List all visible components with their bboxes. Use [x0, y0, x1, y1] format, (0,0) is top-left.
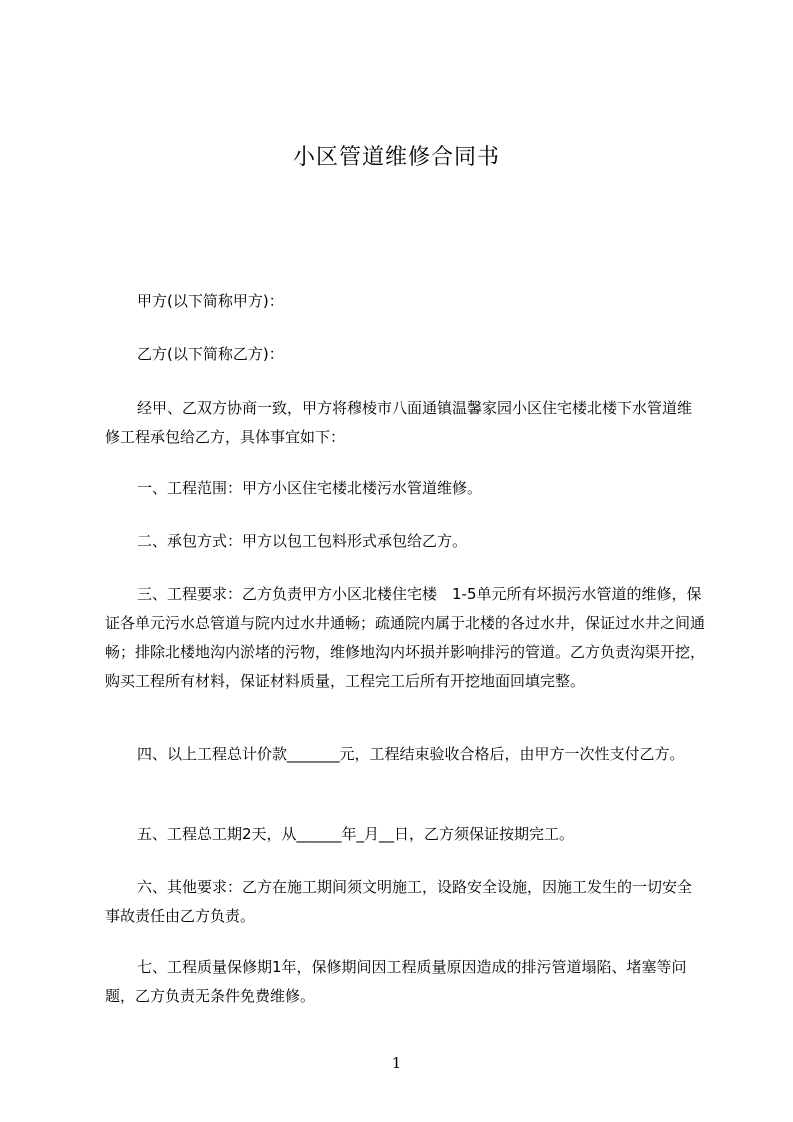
intro-paragraph: 经甲、乙双方协商一致，甲方将穆棱市八面通镇温馨家园小区住宅楼北楼下水管道维修工程承包给乙方，具体事宜如下： [105, 399, 693, 446]
document-title: 小区管道维修合同书 [292, 145, 500, 170]
clause-scope: 一、工程范围：甲方小区住宅楼北楼污水管道维修。 [137, 479, 483, 497]
clause-warranty: 七、工程质量保修期1年，保修期间因工程质量原因造成的排污管道塌陷、堵塞等问题，乙方负责无条件免费维修。 [105, 958, 687, 1005]
clause-price: 四、以上工程总计价款_______元，工程结束验收合格后，由甲方一次性支付乙方。 [137, 745, 685, 763]
clause-requirements: 三、工程要求：乙方负责甲方小区北楼住宅楼 1-5单元所有坏损污水管道的维修，保证各单元污水总管道与院内过水井通畅；疏通院内属于北楼的各过水井，保证过水井之间通畅；排除北楼地沟内淤堵的污物，维修地沟内坏损并影响排污的管道。乙方负责沟渠开挖，购买工程所有材料，保证材料质量，工程完工后所有开挖地面回填完整。 [105, 585, 706, 690]
page-number: 1 [391, 1054, 402, 1072]
clause-duration: 五、工程总工期2天，从______年_月__日，乙方须保证按期完工。 [137, 825, 575, 843]
clause-contract-method: 二、承包方式：甲方以包工包料形式承包给乙方。 [137, 532, 468, 550]
party-a-line: 甲方(以下简称甲方)： [137, 292, 284, 310]
clause-other-requirements: 六、其他要求：乙方在施工期间须文明施工，设路安全设施，因施工发生的一切安全事故责任由乙方负责。 [105, 878, 693, 925]
party-b-line: 乙方(以下简称乙方)： [137, 345, 284, 363]
